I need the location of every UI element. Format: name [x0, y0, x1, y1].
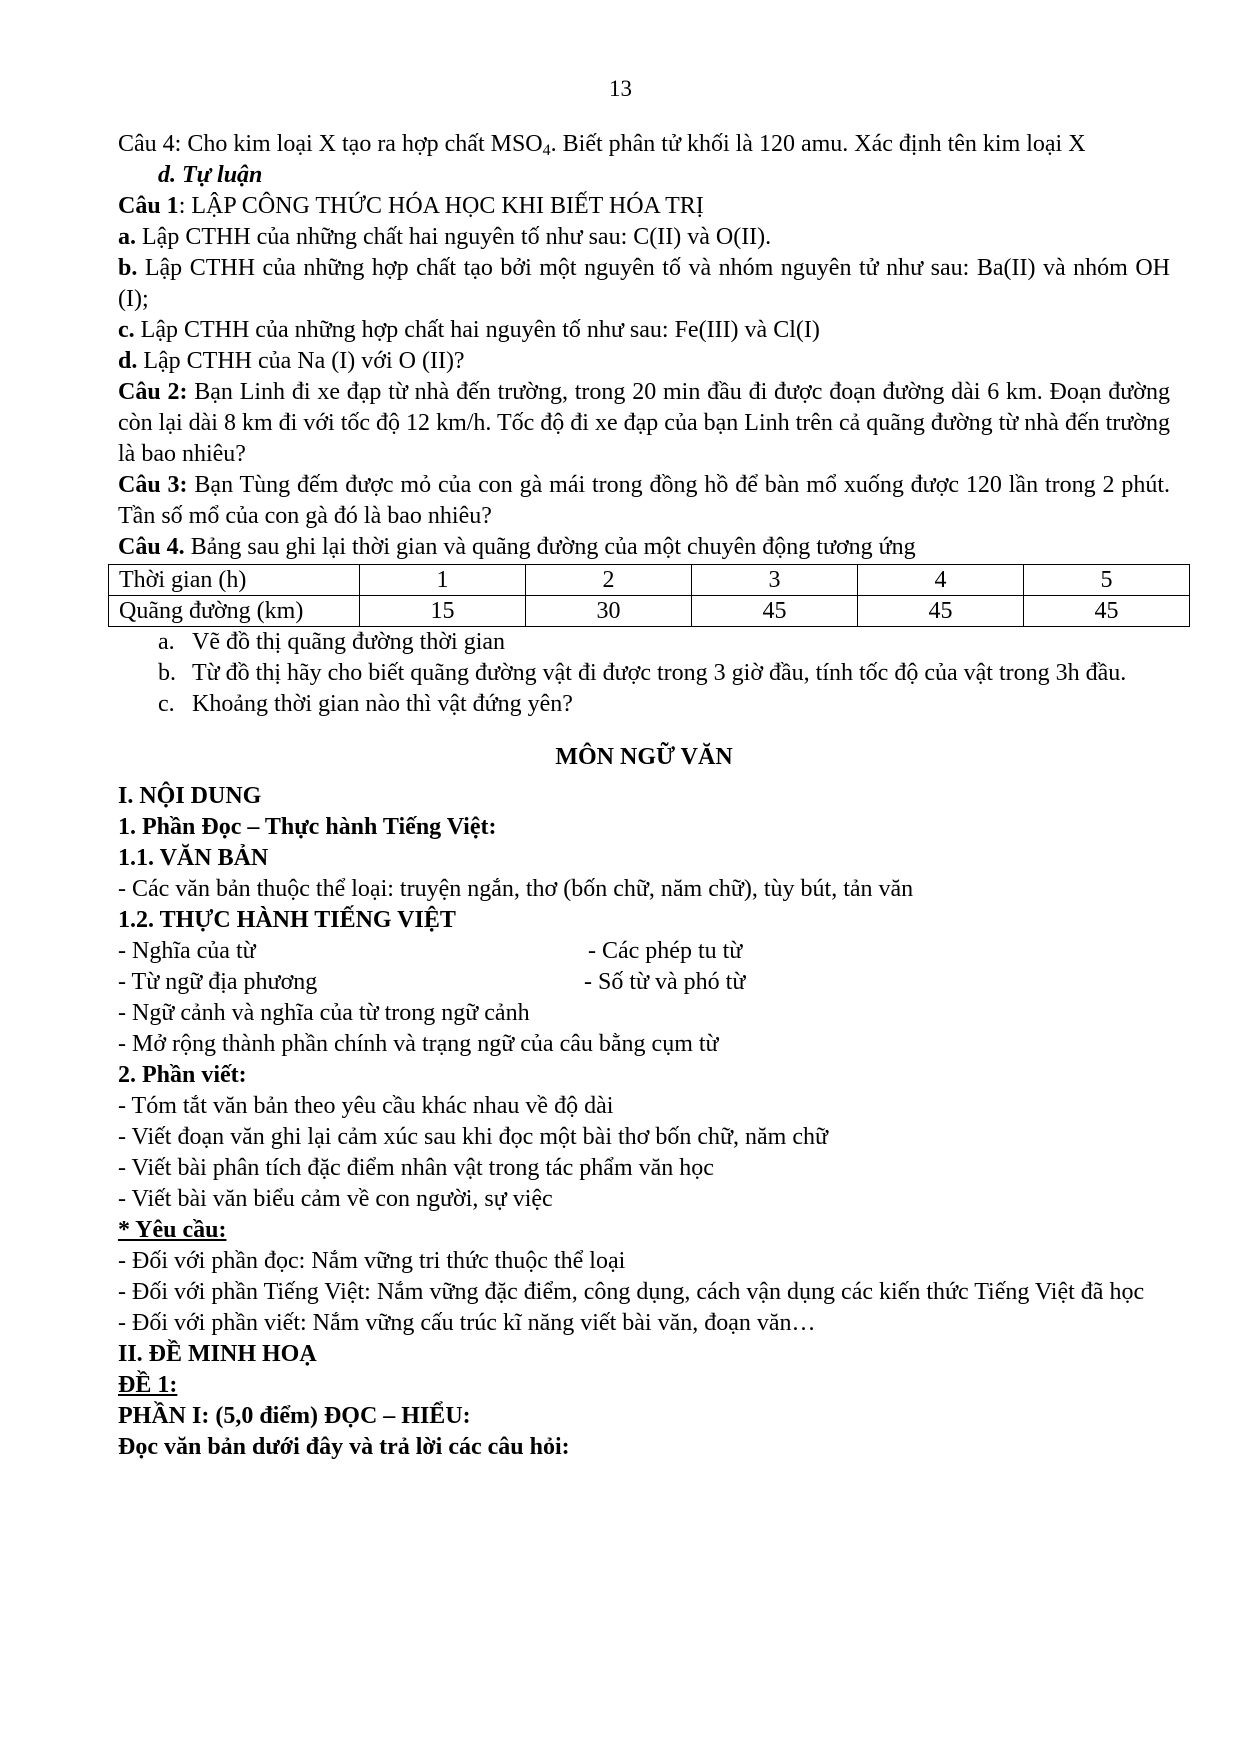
table-cell: 1: [360, 565, 526, 596]
section-1-heading: 1. Phần Đọc – Thực hành Tiếng Việt:: [118, 814, 497, 840]
list-item: [118, 689, 1170, 720]
cau1-a-text: Lập CTHH của những chất hai nguyên tố như sau: C(II) và O(II).: [136, 224, 772, 250]
q4-subscript: 4: [542, 142, 551, 159]
section-I-heading: I. NỘI DUNG: [118, 783, 262, 809]
table-cell: 45: [858, 596, 1024, 627]
list-marker: c.: [158, 691, 175, 717]
requirement-line: - Đối với phần Tiếng Việt: Nắm vững đặc điểm, công dụng, cách vận dụng các kiến thức Tiếng Việt đã học: [118, 1279, 1145, 1305]
cau2-text: Bạn Linh đi xe đạp từ nhà đến trường, trong 20 min đầu đi được đoạn đường dài 6 km. Đoạn đường còn lại dài 8 km đi với tốc độ 12 km/h. Tốc độ đi xe đạp của bạn Linh trên cả quãng đường từ nhà đến trường là bao nhiêu?: [118, 379, 1170, 467]
requirement-line: - Đối với phần viết: Nắm vững cấu trúc kĩ năng viết bài văn, đoạn văn…: [118, 1310, 816, 1336]
cau1-d-text: Lập CTHH của Na (I) với O (II)?: [137, 348, 465, 374]
table-header-cell: Thời gian (h): [109, 565, 360, 596]
cau3-label: Câu 3:: [118, 472, 188, 498]
cau1-d-label: d.: [118, 348, 138, 374]
table-cell: 4: [858, 565, 1024, 596]
page-number: 13: [609, 76, 632, 101]
list-item: [118, 658, 1170, 689]
q4-subquestions: [118, 627, 1170, 720]
tv-row-1: [118, 936, 1170, 967]
q4-text: Câu 4: Cho kim loại X tạo ra hợp chất MSO: [118, 131, 543, 157]
viet-line: - Viết bài văn biểu cảm về con người, sự việc: [118, 1186, 553, 1212]
list-item-text: Từ đồ thị hãy cho biết quãng đường vật đi được trong 3 giờ đầu, tính tốc độ của vật trong 3h đầu.: [192, 660, 1127, 686]
tv-left-item: - Từ ngữ địa phương: [118, 969, 318, 995]
cau3-paragraph: [118, 470, 1170, 532]
cau4-text: Bảng sau ghi lại thời gian và quãng đường của một chuyên động tương ứng: [184, 534, 916, 560]
question-4-paragraph: [118, 129, 1170, 160]
table-header-cell: Quãng đường (km): [109, 596, 360, 627]
section-2-heading: 2. Phần viết:: [118, 1062, 247, 1088]
table-cell: 2: [526, 565, 692, 596]
tv-line: - Mở rộng thành phần chính và trạng ngữ của câu bằng cụm từ: [118, 1031, 719, 1057]
cau2-label: Câu 2:: [118, 379, 188, 405]
list-marker: a.: [158, 629, 175, 655]
cau1-label: Câu 1: [118, 193, 179, 219]
table-cell: 15: [360, 596, 526, 627]
cau1-c: [118, 315, 1170, 346]
table-cell: 45: [1024, 596, 1190, 627]
q4-rest: . Biết phân tử khối là 120 amu. Xác định tên kim loại X: [550, 131, 1086, 157]
cau1-b-text: Lập CTHH của những hợp chất tạo bởi một nguyên tố và nhóm nguyên tử như sau: Ba(II) và nhóm OH (I);: [118, 255, 1170, 312]
table-cell: 3: [692, 565, 858, 596]
vanban-line: - Các văn bản thuộc thể loại: truyện ngắn, thơ (bốn chữ, năm chữ), tùy bút, tản văn: [118, 876, 914, 902]
tv-right-item: - Số từ và phó từ: [584, 969, 746, 995]
requirements-heading: * Yêu cầu:: [118, 1217, 227, 1243]
cau4-label: Câu 4.: [118, 534, 185, 560]
cau1-c-text: Lập CTHH của những hợp chất hai nguyên tố như sau: Fe(III) và Cl(I): [134, 317, 820, 343]
cau1-a: [118, 222, 1170, 253]
cau3-text: Bạn Tùng đếm được mỏ của con gà mái trong đồng hồ để bàn mổ xuống được 120 lần trong 2 phút. Tần số mổ của con gà đó là bao nhiêu?: [118, 472, 1170, 529]
section-d-heading: d. Tự luận: [158, 162, 263, 188]
cau1-c-label: c.: [118, 317, 135, 343]
section-1-2-heading: 1.2. THỰC HÀNH TIẾNG VIỆT: [118, 907, 456, 933]
tv-right-item: - Các phép tu từ: [588, 938, 743, 964]
reading-instruction: Đọc văn bản dưới đây và trả lời các câu hỏi:: [118, 1434, 570, 1460]
subject-title: MÔN NGỮ VĂN: [555, 744, 733, 770]
cau1-a-label: a.: [118, 224, 136, 250]
cau4-paragraph: [118, 532, 1170, 563]
cau1-b-label: b.: [118, 255, 138, 281]
viet-line: - Tóm tắt văn bản theo yêu cầu khác nhau về độ dài: [118, 1093, 614, 1119]
time-distance-table: [108, 564, 1190, 627]
list-item: [118, 627, 1170, 658]
de1-heading: ĐỀ 1:: [118, 1372, 178, 1398]
list-marker: b.: [158, 660, 176, 686]
cau1-heading: [118, 191, 1170, 222]
tv-left-item: - Nghĩa của từ: [118, 938, 256, 964]
cau1-b: [118, 253, 1170, 315]
viet-line: - Viết đoạn văn ghi lại cảm xúc sau khi đọc một bài thơ bốn chữ, năm chữ: [118, 1124, 828, 1150]
part1-heading: PHẦN I: (5,0 điểm) ĐỌC – HIỂU:: [118, 1403, 471, 1429]
list-item-text: Khoảng thời gian nào thì vật đứng yên?: [192, 691, 573, 717]
section-1-1-heading: 1.1. VĂN BẢN: [118, 845, 269, 871]
table-cell: 45: [692, 596, 858, 627]
tv-row-2: [118, 967, 1170, 998]
table-cell: 30: [526, 596, 692, 627]
table-row: [109, 596, 1190, 627]
cau1-d: [118, 346, 1170, 377]
requirement-line: - Đối với phần đọc: Nắm vững tri thức thuộc thể loại: [118, 1248, 626, 1274]
cau1-text: : LẬP CÔNG THỨC HÓA HỌC KHI BIẾT HÓA TRỊ: [178, 193, 704, 219]
viet-line: - Viết bài phân tích đặc điểm nhân vật trong tác phẩm văn học: [118, 1155, 714, 1181]
list-item-text: Vẽ đồ thị quãng đường thời gian: [192, 629, 506, 655]
table-cell: 5: [1024, 565, 1190, 596]
section-II-heading: II. ĐỀ MINH HOẠ: [118, 1341, 317, 1367]
tv-line: - Ngữ cảnh và nghĩa của từ trong ngữ cảnh: [118, 1000, 530, 1026]
page-content: [118, 129, 1170, 1463]
cau2-paragraph: [118, 377, 1170, 470]
table-row: [109, 565, 1190, 596]
